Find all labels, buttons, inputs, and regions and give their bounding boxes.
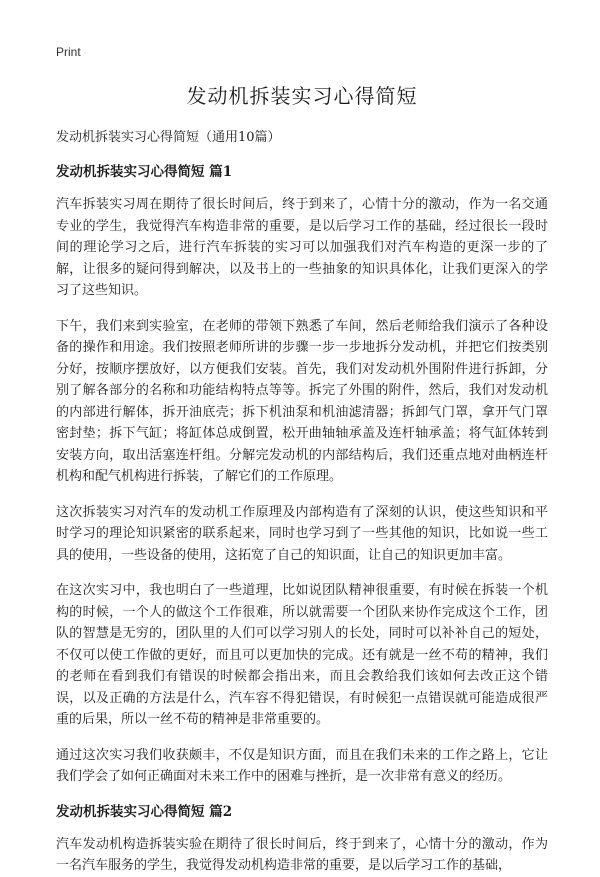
- section-heading: 发动机拆装实习心得简短 篇2: [56, 803, 233, 820]
- print-label: Print: [56, 45, 81, 59]
- paragraph: 在这次实习中，我也明白了一些道理，比如说团队精神很重要，有时候在拆装一个机构的时候，一个人的做这个工作很难，所以就需要一个团队来协作完成这个工作，团队的智慧是无穷的，团队里的人们可以学习别人的长处，同时可以补补自己的短处，不仅可以使工作做的更好，而且可以更加快的完成。还有就是一丝不苟的精神，我们的老师在看到我们有错误的时候都会指出来，而且会教给我们该如何去改正这个错误，以及正确的方法是什么，汽车容不得犯错误，有时候犯一点错误就可能造成很严重的后果，所以一丝不苟的精神是非常重要的。: [56, 583, 548, 727]
- paragraph: 下午，我们来到实验室，在老师的带领下熟悉了车间，然后老师给我们演示了各种设备的操作和用途。我们按照老师所讲的步骤一步一步地拆分发动机，并把它们按类别分好，按顺序摆放好，以方便我们安装。首先，我们对发动机外围附件进行拆卸，分别了解各部分的名称和功能结构特点等等。拆完了外围的附件，然后，我们对发动机的内部进行解体，拆开油底壳；拆下机油泵和机油滤清器；拆卸气门罩，拿开气门罩密封垫；拆下气缸；将缸体总成倒置，松开曲轴轴承盖及连杆轴承盖；将气缸体转到安装方向，取出活塞连杆组。分解完发动机的内部结构后，我们还重点地对曲柄连杆机构和配气机构进行拆装，了解它们的工作原理。: [56, 318, 548, 484]
- document-title: 发动机拆装实习心得简短: [186, 84, 418, 108]
- paragraph: 汽车拆装实习周在期待了很长时间后，终于到来了，心情十分的激动，作为一名交通专业的学生，我觉得汽车构造非常的重要，是以后学习工作的基础，经过很长一段时间的理论学习之后，进行汽车拆装的实习可以加强我们对汽车构造的更深一步的了解，让很多的疑问得到解决，以及书上的一些抽象的知识具体化，让我们更深入的学习了这些知识。: [56, 197, 548, 298]
- paragraph: 汽车发动机构造拆装实验在期待了很长时间后，终于到来了，心情十分的激动，作为一名汽车服务的学生，我觉得发动机构造非常的重要，是以后学习工作的基础，: [56, 836, 548, 873]
- paragraph: 这次拆装实习对汽车的发动机工作原理及内部构造有了深刻的认识，使这些知识和平时学习的理论知识紧密的联系起来，同时也学习到了一些其他的知识，比如说一些工具的使用，一些设备的使用，这拓宽了自己的知识面，让自己的知识更加丰富。: [56, 504, 548, 563]
- paragraph: 通过这次实习我们收获颇丰，不仅是知识方面，而且在我们未来的工作之路上，它让我们学会了如何正确面对未来工作中的困难与挫折，是一次非常有意义的经历。: [56, 747, 548, 784]
- section-2: [56, 802, 548, 877]
- section-1: [56, 162, 548, 788]
- document-subtitle: 发动机拆装实习心得简短（通用10篇）: [56, 130, 281, 145]
- section-heading: 发动机拆装实习心得简短 篇1: [56, 164, 233, 180]
